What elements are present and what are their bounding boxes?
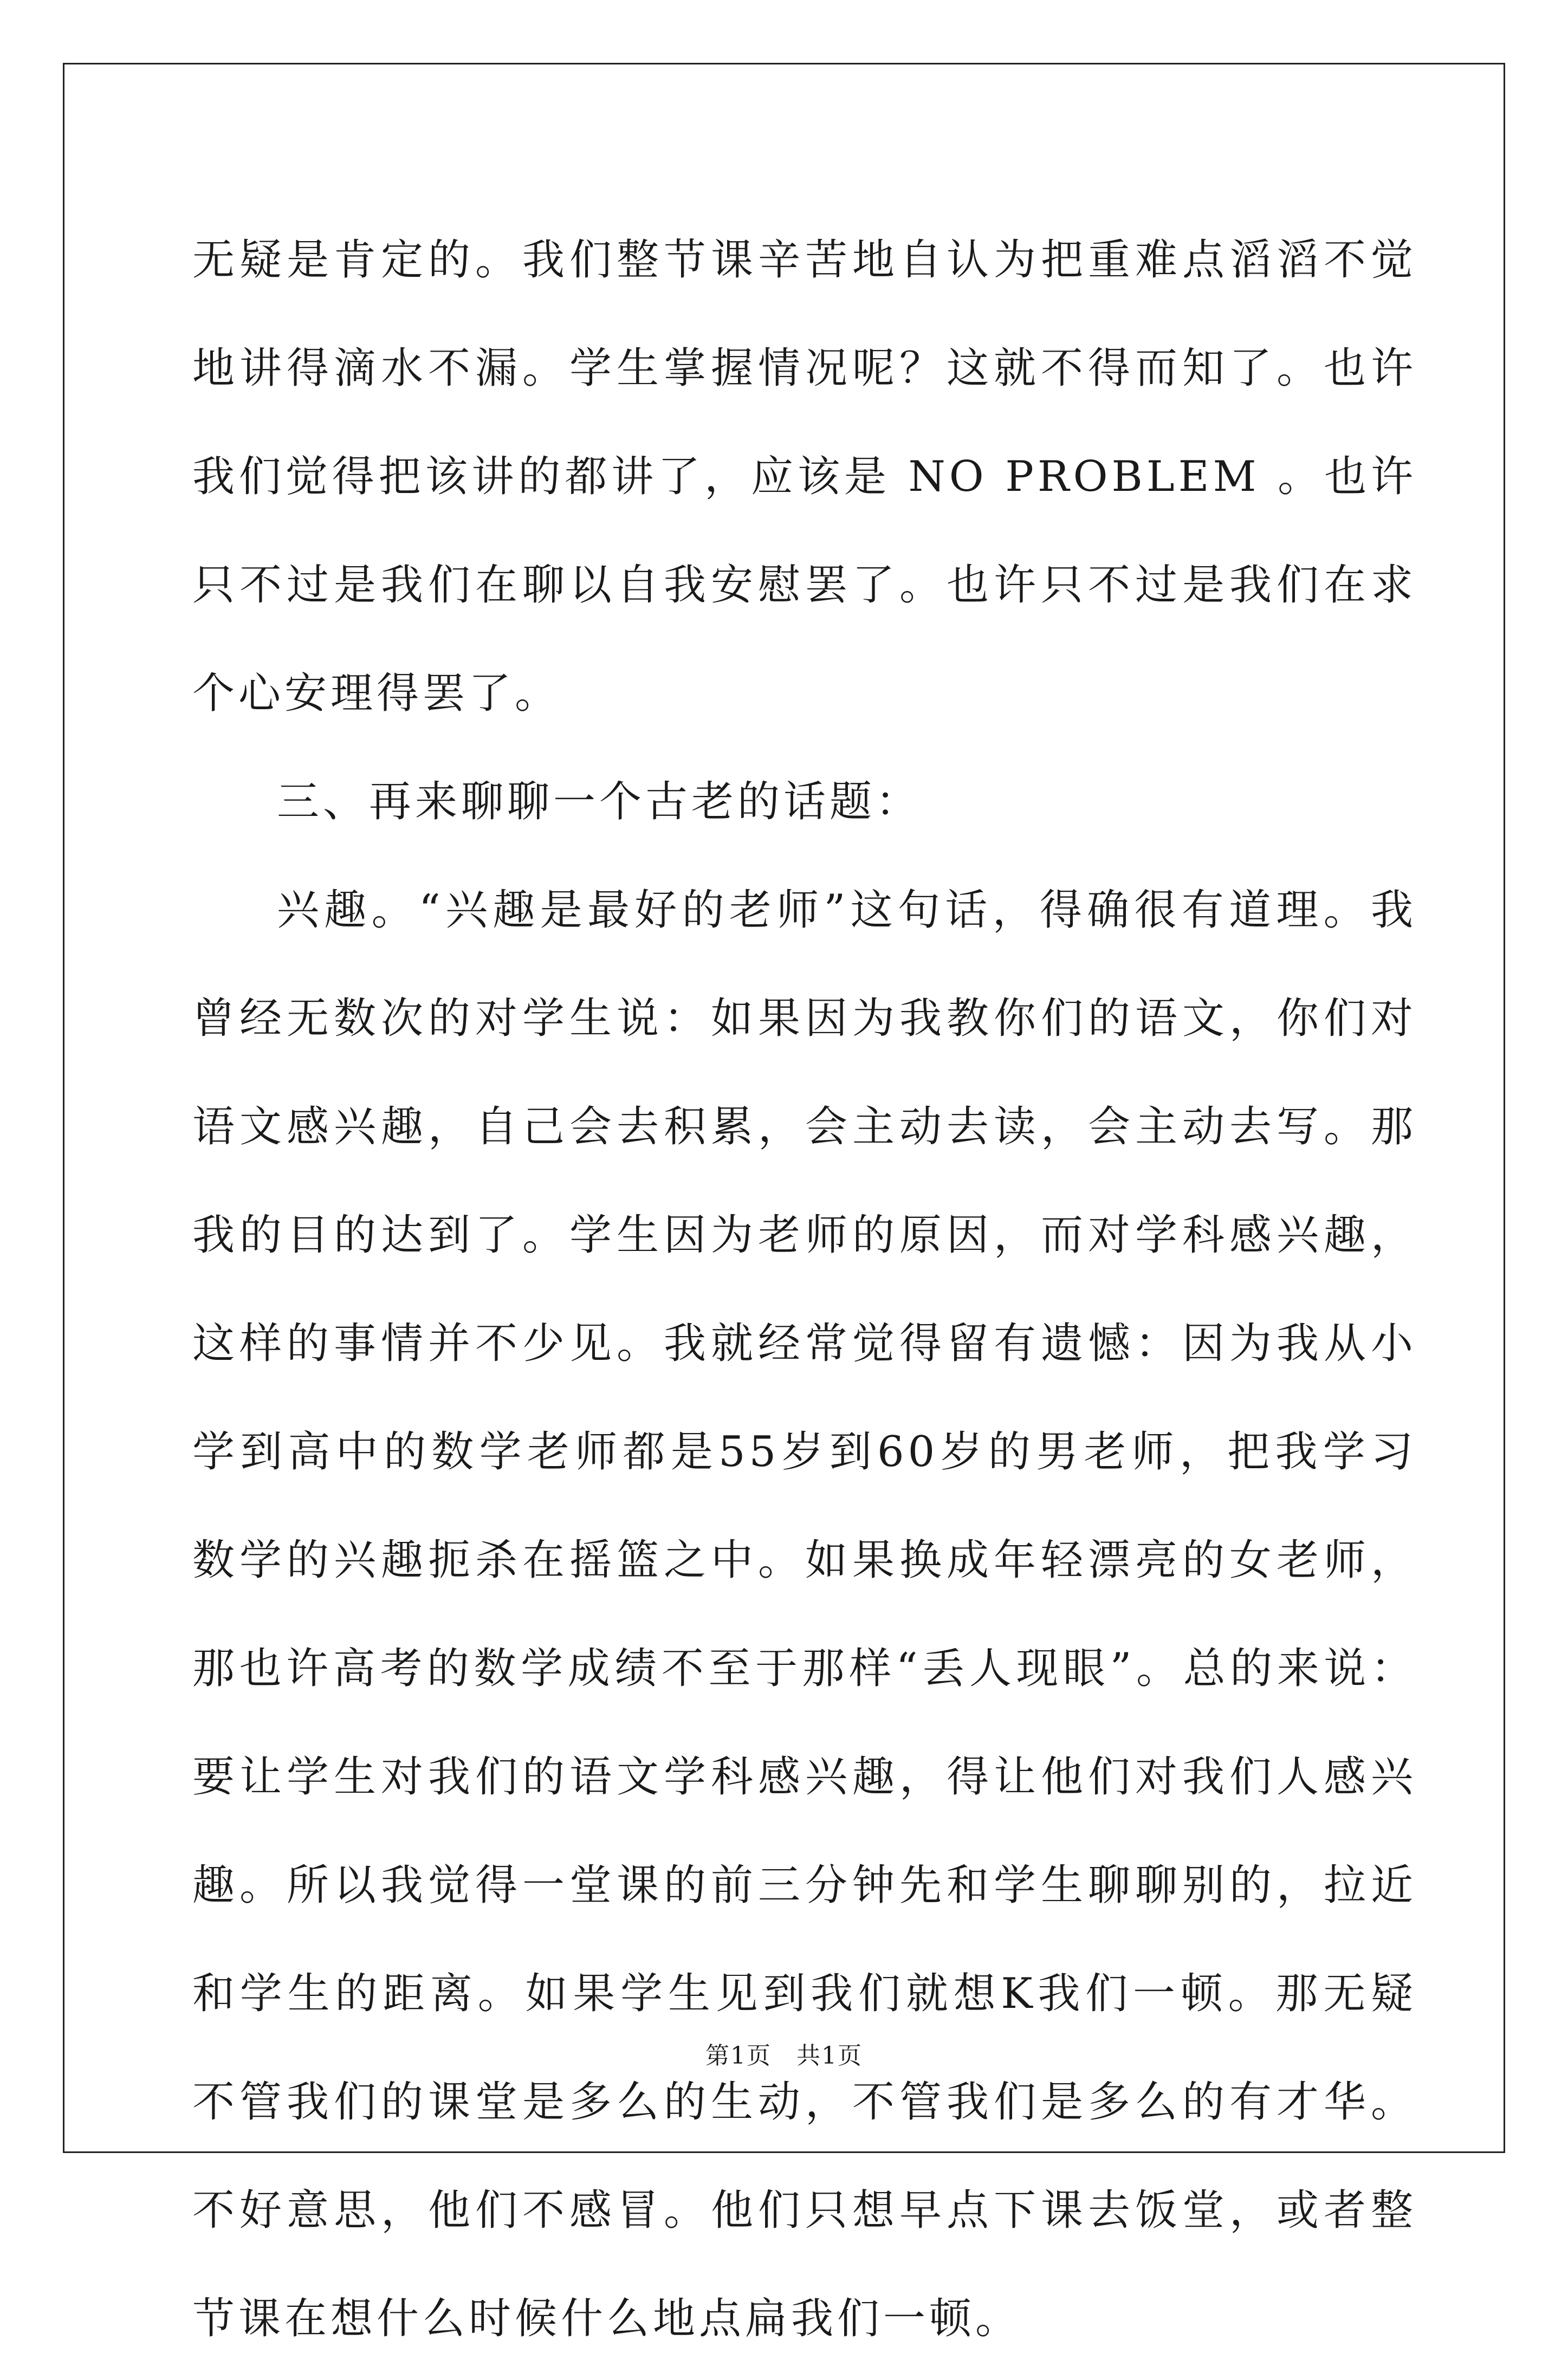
page-total: 共1页: [796, 2042, 863, 2070]
paragraph-3: 兴趣。“兴趣是最好的老师”这句话，得确很有道理。我曾经无数次的对学生说：如果因为我教你们的语文，你们对语文感兴趣，自己会去积累，会主动去读，会主动去写。那我的目的达到了。学生因为老师的原因，而对学科感兴趣，这样的事情并不少见。我就经常觉得留有遗憾：因为我从小学到高中的数学老师都是55岁到60岁的男老师，把我学习数学的兴趣扼杀在摇篮之中。如果换成年轻漂亮的女老师，那也许高考的数学成绩不至于那样“丢人现眼”。总的来说：要让学生对我们的语文学科感兴趣，得让他们对我们人感兴趣。所以我觉得一堂课的前三分钟先和学生聊聊别的，拉近和学生的距离。如果学生见到我们就想K我们一顿。那无疑不管我们的课堂是多么的生动，不管我们是多么的有才华。不好意思，他们不感冒。他们只想早点下课去饭堂，或者整节课在想什么时候什么地点扁我们一顿。: [192, 886, 1417, 2343]
paragraph-2-section-heading: 三、再来聊聊一个古老的话题：: [277, 777, 922, 826]
page-footer: [0, 2036, 1568, 2071]
paragraph-1: 无疑是肯定的。我们整节课辛苦地自认为把重难点滔滔不觉地讲得滴水不漏。学生掌握情况呢？这就不得而知了。也许我们觉得把该讲的都讲了，应该是 NO PROBLEM 。也许只不过是我们在聊以自我安慰罢了。也许只不过是我们在求个心安理得罢了。: [192, 236, 1417, 718]
page-number: 第1页: [705, 2042, 772, 2070]
